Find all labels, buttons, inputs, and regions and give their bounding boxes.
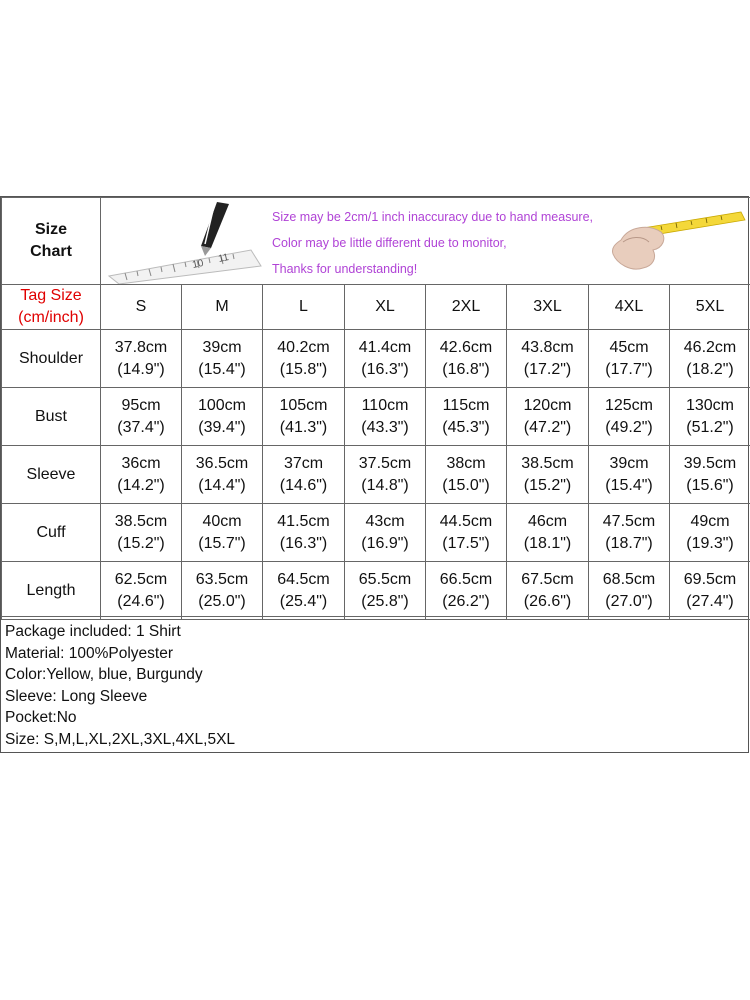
size-m: M	[182, 285, 263, 330]
measurement-row-length	[2, 562, 750, 620]
cm-value: 37cm	[283, 454, 324, 472]
cm-value: 49cm	[690, 512, 730, 530]
cm-value: 110cm	[361, 396, 409, 414]
cm-value: 115cm	[442, 396, 490, 414]
cm-value: 66.5cm	[439, 570, 493, 588]
inch-value: (39.4")	[198, 418, 246, 436]
measurement-cell	[589, 504, 670, 562]
cm-value: 63.5cm	[195, 570, 249, 588]
measurement-cell	[345, 562, 426, 620]
info-sizes: Size: S,M,L,XL,2XL,3XL,4XL,5XL	[5, 730, 236, 748]
cm-value: 38.5cm	[521, 454, 574, 472]
measurement-row-cuff	[2, 504, 750, 562]
cm-value: 120cm	[523, 396, 572, 414]
title-line-2: Chart	[30, 243, 72, 260]
measurement-cell	[182, 504, 263, 562]
tape-measure-hand-icon	[612, 212, 745, 269]
measurement-cell	[263, 446, 345, 504]
inch-value: (26.6")	[523, 592, 572, 610]
measurement-cell	[589, 562, 670, 620]
cm-value: 105cm	[279, 396, 328, 414]
inch-value: (24.6")	[117, 592, 165, 610]
inch-value: (43.3")	[361, 418, 409, 436]
inch-value: (19.3")	[686, 534, 734, 552]
cm-value: 130cm	[685, 396, 735, 414]
measurement-cell	[589, 446, 670, 504]
inch-value: (26.2")	[442, 592, 490, 610]
cm-value: 65.5cm	[358, 570, 412, 588]
inch-value: (16.3")	[361, 360, 409, 378]
measurement-cell	[101, 388, 182, 446]
size-header-row	[2, 285, 750, 330]
cm-value: 36cm	[121, 454, 161, 472]
size-xl: XL	[345, 285, 426, 330]
measurement-cell	[426, 330, 507, 388]
measurement-cell	[182, 330, 263, 388]
cm-value: 37.8cm	[114, 338, 168, 356]
ruler-pen-icon	[109, 202, 261, 284]
note-line-3: Thanks for understanding!	[272, 262, 418, 276]
inch-value: (49.2")	[605, 418, 653, 436]
row-label: Cuff	[2, 504, 101, 562]
title-line-1: Size	[34, 221, 67, 238]
measurement-cell	[426, 562, 507, 620]
inch-value: (25.8")	[361, 592, 409, 610]
ruler-label-11: 11	[217, 252, 230, 265]
inch-value: (45.3")	[442, 418, 490, 436]
cm-value: 62.5cm	[114, 570, 168, 588]
measurement-cell	[507, 562, 589, 620]
size-chart-table	[1, 197, 750, 620]
info-pocket: Pocket:No	[5, 709, 77, 727]
size-5xl: 5XL	[670, 285, 750, 330]
cm-value: 36.5cm	[195, 454, 249, 472]
cm-value: 67.5cm	[521, 570, 574, 588]
size-s: S	[101, 285, 182, 330]
inch-value: (15.6")	[686, 476, 734, 494]
measurement-cell	[507, 504, 589, 562]
inch-value: (27.0")	[605, 592, 653, 610]
cm-value: 41.5cm	[277, 512, 330, 530]
tag-size-label	[2, 285, 101, 330]
note-line-2: Color may be little different due to monitor,	[272, 236, 507, 250]
cm-value: 64.5cm	[277, 570, 330, 588]
product-info	[1, 616, 748, 755]
row-label: Length	[2, 562, 101, 620]
measurement-cell	[589, 330, 670, 388]
cm-value: 47.5cm	[602, 512, 656, 530]
measurement-cell	[426, 446, 507, 504]
inch-value: (15.2")	[117, 534, 165, 552]
cm-value: 100cm	[197, 396, 247, 414]
measurement-cell	[101, 504, 182, 562]
measurement-cell	[426, 504, 507, 562]
notice-text	[272, 204, 612, 282]
inch-value: (15.0")	[442, 476, 490, 494]
inch-value: (15.7")	[198, 534, 246, 552]
measurement-rows	[2, 330, 750, 620]
measurement-cell	[182, 388, 263, 446]
measurement-row-shoulder	[2, 330, 750, 388]
measurement-cell	[670, 562, 750, 620]
cm-value: 44.5cm	[439, 512, 493, 530]
measurement-cell	[101, 446, 182, 504]
size-chart-title	[2, 198, 101, 285]
inch-value: (47.2")	[523, 418, 572, 436]
row-label: Shoulder	[2, 330, 101, 388]
measurement-cell	[263, 330, 345, 388]
tag-size-line-2: (cm/inch)	[18, 309, 84, 326]
cm-value: 125cm	[604, 396, 654, 414]
cm-value: 40cm	[202, 512, 242, 530]
cm-value: 38cm	[446, 454, 486, 472]
cm-value: 41.4cm	[358, 338, 412, 356]
cm-value: 46.2cm	[683, 338, 737, 356]
inch-value: (37.4")	[117, 418, 165, 436]
measurement-cell	[670, 330, 750, 388]
info-sleeve: Sleeve: Long Sleeve	[5, 687, 148, 705]
inch-value: (16.3")	[279, 534, 328, 552]
inch-value: (18.1")	[523, 534, 572, 552]
inch-value: (15.4")	[198, 360, 246, 378]
measurement-cell	[345, 330, 426, 388]
ruler-label-10: 10	[191, 257, 205, 271]
inch-value: (16.9")	[361, 534, 409, 552]
measurement-cell	[263, 562, 345, 620]
inch-value: (51.2")	[686, 418, 734, 436]
measurement-row-sleeve	[2, 446, 750, 504]
measurement-row-bust	[2, 388, 750, 446]
size-3xl: 3XL	[507, 285, 589, 330]
inch-value: (18.2")	[686, 360, 734, 378]
inch-value: (15.8")	[279, 360, 328, 378]
inch-value: (14.4")	[198, 476, 246, 494]
note-line-1: Size may be 2cm/1 inch inaccuracy due to hand measure,	[272, 210, 594, 224]
inch-value: (25.0")	[198, 592, 246, 610]
size-4xl: 4XL	[589, 285, 670, 330]
inch-value: (14.2")	[117, 476, 165, 494]
measurement-cell	[182, 446, 263, 504]
cm-value: 42.6cm	[439, 338, 493, 356]
measurement-cell	[507, 446, 589, 504]
cm-value: 43cm	[365, 512, 405, 530]
cm-value: 38.5cm	[114, 512, 168, 530]
row-label: Bust	[2, 388, 101, 446]
inch-value: (17.7")	[605, 360, 653, 378]
notice-banner	[101, 198, 750, 285]
measurement-cell	[670, 504, 750, 562]
inch-value: (18.7")	[605, 534, 653, 552]
cm-value: 45cm	[609, 338, 649, 356]
measurement-cell	[101, 330, 182, 388]
measurement-cell	[263, 388, 345, 446]
inch-value: (27.4")	[686, 592, 734, 610]
inch-value: (15.4")	[605, 476, 653, 494]
info-package: Package included: 1 Shirt	[5, 623, 181, 640]
measurement-cell	[182, 562, 263, 620]
measurement-cell	[670, 446, 750, 504]
tag-size-line-1: Tag Size	[20, 287, 82, 304]
measurement-cell	[670, 388, 750, 446]
measurement-cell	[345, 504, 426, 562]
cm-value: 68.5cm	[602, 570, 656, 588]
info-color: Color:Yellow, blue, Burgundy	[5, 666, 203, 684]
header-row	[2, 198, 750, 285]
info-material: Material: 100%Polyester	[5, 644, 173, 662]
cm-value: 43.8cm	[521, 338, 574, 356]
measurement-cell	[263, 504, 345, 562]
cm-value: 39.5cm	[683, 454, 737, 472]
measurement-cell	[507, 330, 589, 388]
measurement-cell	[426, 388, 507, 446]
measurement-cell	[345, 446, 426, 504]
inch-value: (14.9")	[117, 360, 165, 378]
inch-value: (14.6")	[279, 476, 328, 494]
measurement-cell	[589, 388, 670, 446]
inch-value: (41.3")	[279, 418, 328, 436]
inch-value: (25.4")	[279, 592, 328, 610]
size-l: L	[263, 285, 345, 330]
cm-value: 95cm	[121, 396, 161, 414]
inch-value: (15.2")	[523, 476, 572, 494]
cm-value: 40.2cm	[277, 338, 330, 356]
inch-value: (16.8")	[442, 360, 490, 378]
cm-value: 37.5cm	[358, 454, 412, 472]
size-chart-sheet	[0, 196, 749, 753]
cm-value: 39cm	[609, 454, 649, 472]
cm-value: 39cm	[202, 338, 242, 356]
row-label: Sleeve	[2, 446, 101, 504]
inch-value: (17.2")	[523, 360, 572, 378]
inch-value: (17.5")	[442, 534, 490, 552]
measurement-cell	[345, 388, 426, 446]
cm-value: 69.5cm	[683, 570, 737, 588]
measurement-cell	[507, 388, 589, 446]
cm-value: 46cm	[527, 512, 568, 530]
inch-value: (14.8")	[361, 476, 409, 494]
measurement-cell	[101, 562, 182, 620]
size-2xl: 2XL	[426, 285, 507, 330]
